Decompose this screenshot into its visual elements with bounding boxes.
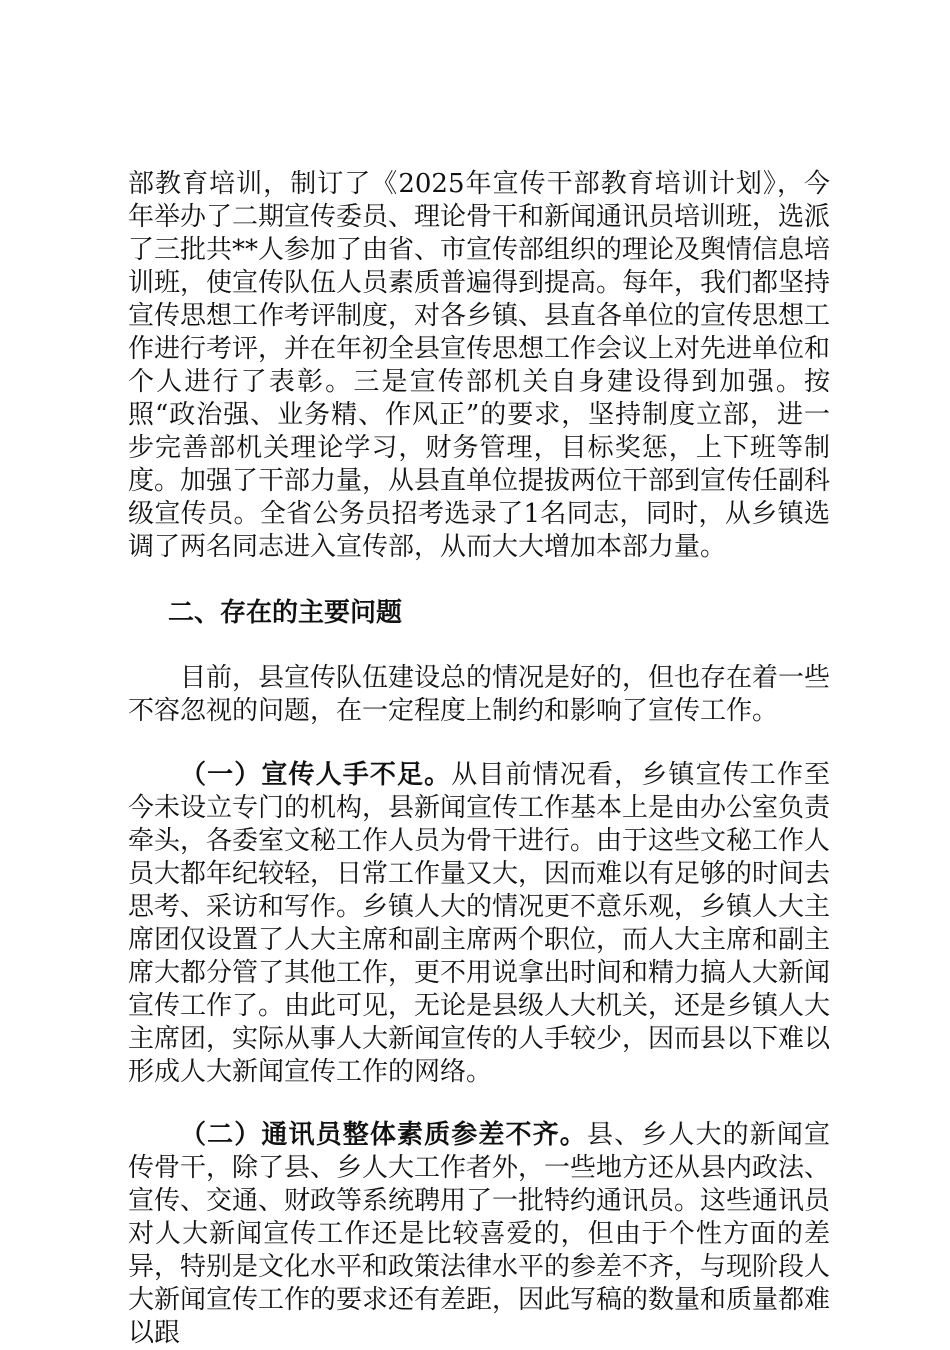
document-page [128, 168, 830, 1350]
item-paragraph-2 [128, 1119, 830, 1350]
body-paragraph-1: 部教育培训，制订了《2025年宣传干部教育培训计划》，今年举办了二期宣传委员、理论骨干和新闻通讯员培训班，选派了三批共**人参加了由省、市宣传部组织的理论及舆情信息培训班，使宣传队伍人员素质普遍得到提高。每年，我们都坚持宣传思想工作考评制度，对各乡镇、县直各单位的宣传思想工作进行考评，并在年初全县宣传思想工作会议上对先进单位和个人进行了表彰。三是宣传部机关自身建设得到加强。按照“政治强、业务精、作风正”的要求，坚持制度立部，进一步完善部机关理论学习，财务管理，目标奖惩，上下班等制度。加强了干部力量，从县直单位提拔两位干部到宣传任副科级宣传员。全省公务员招考选录了1名同志，同时，从乡镇选调了两名同志进入宣传部，从而大大增加本部力量。 [128, 169, 831, 562]
item-2-lead: （二）通讯员整体素质参差不齐。 [180, 1120, 587, 1150]
item-paragraph-1 [128, 759, 830, 1089]
item-1-lead: （一）宣传人手不足。 [180, 760, 452, 790]
item-1-body: 从目前情况看，乡镇宣传工作至今未设立专门的机构，县新闻宣传工作基本上是由办公室负责牵头，各委室文秘工作人员为骨干进行。由于这些文秘工作人员大都年纪较轻，日常工作量又大，因而难以有足够的时间去思考、采访和写作。乡镇人大的情况更不意乐观，乡镇人大主席团仅设置了人大主席和副主席两个职位，而人大主席和副主席大都分管了其他工作，更不用说拿出时间和精力搞人大新闻宣传工作了。由此可见，无论是县级人大机关，还是乡镇人大主席团，实际从事人大新闻宣传的人手较少，因而县以下难以形成人大新闻宣传工作的网络。 [128, 760, 831, 1087]
body-paragraph-2: 目前，县宣传队伍建设总的情况是好的，但也存在着一些不容忽视的问题，在一定程度上制约和影响了宣传工作。 [128, 663, 831, 726]
item-2-body: 县、乡人大的新闻宣传骨干，除了县、乡人大工作者外，一些地方还从县内政法、宣传、交通、财政等系统聘用了一批特约通讯员。这些通讯员对人大新闻宣传工作还是比较喜爱的，但由于个性方面的差异，特别是文化水平和政策法律水平的参差不齐，与现阶段人大新闻宣传工作的要求还有差距，因此写稿的数量和质量都难以跟 [128, 1120, 831, 1348]
section-heading: 二、存在的主要问题 [168, 598, 403, 628]
